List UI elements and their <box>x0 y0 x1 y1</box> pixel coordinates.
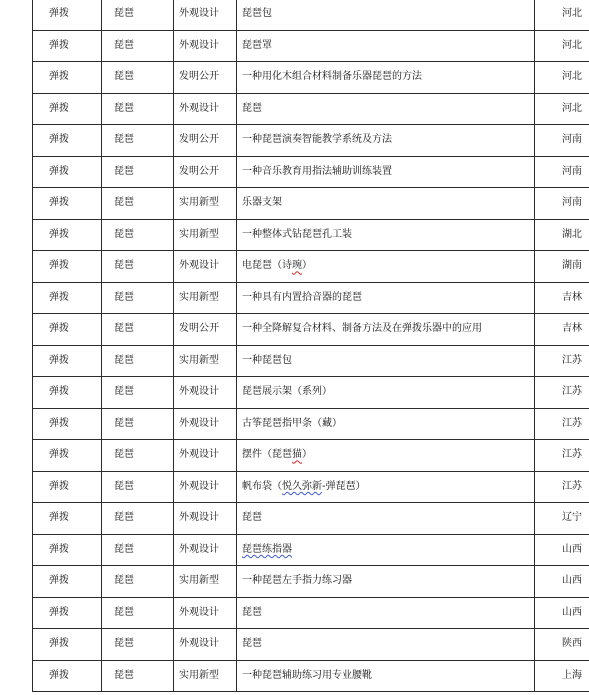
table-row <box>33 534 589 566</box>
patent-name-post: -弹琵琶） <box>322 480 366 492</box>
table-row <box>33 219 589 251</box>
category-cell: 弹拨 <box>33 660 102 692</box>
table-row <box>33 566 589 598</box>
province-cell: 河北 <box>535 93 589 125</box>
patent-table-container <box>32 0 582 692</box>
patent-name-mark: 猫 <box>292 449 302 461</box>
table-row <box>33 125 589 157</box>
instrument-cell: 琵琶 <box>102 408 174 440</box>
category-cell: 弹拨 <box>33 377 102 409</box>
category-cell: 弹拨 <box>33 62 102 94</box>
instrument-cell: 琵琶 <box>102 219 174 251</box>
instrument-cell: 琵琶 <box>102 0 174 30</box>
instrument-cell: 琵琶 <box>102 345 174 377</box>
table-row <box>33 251 589 283</box>
patent-name-cell <box>237 251 535 283</box>
patent-type-cell: 外观设计 <box>174 408 237 440</box>
patent-name-pre: 帆布袋（ <box>242 480 282 492</box>
table-row <box>33 93 589 125</box>
category-cell: 弹拨 <box>33 30 102 62</box>
patent-type-cell: 实用新型 <box>174 219 237 251</box>
instrument-cell: 琵琶 <box>102 156 174 188</box>
province-cell: 辽宁 <box>535 503 589 535</box>
patent-name-cell: 琵琶 <box>237 93 535 125</box>
category-cell: 弹拨 <box>33 503 102 535</box>
patent-name-mark: 悦久弥新 <box>282 480 322 492</box>
patent-name-pre: 电琵琶（诗 <box>242 260 292 272</box>
table-row <box>33 660 589 692</box>
category-cell: 弹拨 <box>33 534 102 566</box>
patent-type-cell: 外观设计 <box>174 377 237 409</box>
table-row <box>33 0 589 30</box>
patent-name-cell: 琵琶 <box>237 597 535 629</box>
province-cell: 吉林 <box>535 282 589 314</box>
patent-name-cell: 琵琶罩 <box>237 30 535 62</box>
table-row <box>33 471 589 503</box>
table-row <box>33 629 589 661</box>
province-cell: 陕西 <box>535 629 589 661</box>
province-cell: 江苏 <box>535 471 589 503</box>
patent-name-cell: 一种整体式钻琵琶孔工装 <box>237 219 535 251</box>
patent-name-post: ） <box>302 260 312 272</box>
instrument-cell: 琵琶 <box>102 629 174 661</box>
patent-type-cell: 外观设计 <box>174 629 237 661</box>
patent-name-cell: 一种全降解复合材料、制备方法及在弹拨乐器中的应用 <box>237 314 535 346</box>
province-cell: 江苏 <box>535 408 589 440</box>
instrument-cell: 琵琶 <box>102 534 174 566</box>
patent-name-cell: 琵琶 <box>237 503 535 535</box>
table-row <box>33 156 589 188</box>
instrument-cell: 琵琶 <box>102 30 174 62</box>
province-cell: 湖北 <box>535 219 589 251</box>
category-cell: 弹拨 <box>33 219 102 251</box>
instrument-cell: 琵琶 <box>102 660 174 692</box>
patent-type-cell: 实用新型 <box>174 282 237 314</box>
province-cell: 江苏 <box>535 440 589 472</box>
patent-name-cell: 琵琶包 <box>237 0 535 30</box>
patent-name-cell: 一种音乐教育用指法辅助训练装置 <box>237 156 535 188</box>
instrument-cell: 琵琶 <box>102 566 174 598</box>
patent-name-cell <box>237 440 535 472</box>
patent-name-cell: 琵琶 <box>237 629 535 661</box>
instrument-cell: 琵琶 <box>102 93 174 125</box>
patent-type-cell: 外观设计 <box>174 534 237 566</box>
category-cell: 弹拨 <box>33 251 102 283</box>
instrument-cell: 琵琶 <box>102 377 174 409</box>
patent-type-cell: 外观设计 <box>174 0 237 30</box>
province-cell: 河北 <box>535 0 589 30</box>
instrument-cell: 琵琶 <box>102 597 174 629</box>
category-cell: 弹拨 <box>33 282 102 314</box>
instrument-cell: 琵琶 <box>102 125 174 157</box>
patent-name-cell: 一种琵琶演奏智能教学系统及方法 <box>237 125 535 157</box>
patent-name-post: ） <box>302 449 312 461</box>
table-row <box>33 30 589 62</box>
category-cell: 弹拨 <box>33 471 102 503</box>
category-cell: 弹拨 <box>33 345 102 377</box>
patent-type-cell: 实用新型 <box>174 566 237 598</box>
patent-name-cell <box>237 471 535 503</box>
instrument-cell: 琵琶 <box>102 282 174 314</box>
table-row <box>33 503 589 535</box>
patent-name-cell: 古筝琵琶指甲条（藏） <box>237 408 535 440</box>
province-cell: 山西 <box>535 597 589 629</box>
table-row <box>33 345 589 377</box>
province-cell: 江苏 <box>535 377 589 409</box>
instrument-cell: 琵琶 <box>102 440 174 472</box>
instrument-cell: 琵琶 <box>102 251 174 283</box>
patent-type-cell: 发明公开 <box>174 62 237 94</box>
table-row <box>33 314 589 346</box>
patent-type-cell: 外观设计 <box>174 251 237 283</box>
province-cell: 湖南 <box>535 251 589 283</box>
patent-type-cell: 实用新型 <box>174 660 237 692</box>
patent-name-cell: 乐器支架 <box>237 188 535 220</box>
category-cell: 弹拨 <box>33 440 102 472</box>
table-row <box>33 408 589 440</box>
patent-name-cell: 一种用化木组合材料制备乐器琵琶的方法 <box>237 62 535 94</box>
patent-name-pre: 摆件（琵琶 <box>242 449 292 461</box>
patent-type-cell: 实用新型 <box>174 188 237 220</box>
patent-type-cell: 外观设计 <box>174 597 237 629</box>
province-cell: 河南 <box>535 188 589 220</box>
instrument-cell: 琵琶 <box>102 471 174 503</box>
patent-type-cell: 发明公开 <box>174 314 237 346</box>
patent-type-cell: 外观设计 <box>174 471 237 503</box>
patent-type-cell: 外观设计 <box>174 440 237 472</box>
patent-type-cell: 外观设计 <box>174 93 237 125</box>
table-row <box>33 597 589 629</box>
patent-name-mark: 琵琶练指器 <box>242 543 292 555</box>
category-cell: 弹拨 <box>33 93 102 125</box>
patent-name-cell: 一种琵琶辅助练习用专业腰靴 <box>237 660 535 692</box>
table-row <box>33 282 589 314</box>
table-row <box>33 62 589 94</box>
category-cell: 弹拨 <box>33 188 102 220</box>
province-cell: 上海 <box>535 660 589 692</box>
patent-name-cell: 一种琵琶左手指力练习器 <box>237 566 535 598</box>
province-cell: 山西 <box>535 534 589 566</box>
patent-type-cell: 外观设计 <box>174 503 237 535</box>
category-cell: 弹拨 <box>33 597 102 629</box>
patent-name-mark: 琬 <box>292 260 302 272</box>
province-cell: 吉林 <box>535 314 589 346</box>
province-cell: 河南 <box>535 156 589 188</box>
instrument-cell: 琵琶 <box>102 314 174 346</box>
table-row <box>33 188 589 220</box>
province-cell: 河北 <box>535 30 589 62</box>
province-cell: 江苏 <box>535 345 589 377</box>
patent-name-cell: 一种具有内置拾音器的琵琶 <box>237 282 535 314</box>
patent-name-cell: 琵琶展示架（系列） <box>237 377 535 409</box>
patent-type-cell: 发明公开 <box>174 156 237 188</box>
category-cell: 弹拨 <box>33 566 102 598</box>
patent-type-cell: 发明公开 <box>174 125 237 157</box>
instrument-cell: 琵琶 <box>102 188 174 220</box>
category-cell: 弹拨 <box>33 314 102 346</box>
table-row <box>33 377 589 409</box>
category-cell: 弹拨 <box>33 629 102 661</box>
province-cell: 河北 <box>535 62 589 94</box>
category-cell: 弹拨 <box>33 125 102 157</box>
province-cell: 山西 <box>535 566 589 598</box>
category-cell: 弹拨 <box>33 408 102 440</box>
patent-table <box>32 0 589 692</box>
category-cell: 弹拨 <box>33 0 102 30</box>
instrument-cell: 琵琶 <box>102 62 174 94</box>
patent-name-cell <box>237 534 535 566</box>
table-row <box>33 440 589 472</box>
province-cell: 河南 <box>535 125 589 157</box>
patent-table-body <box>33 0 589 692</box>
category-cell: 弹拨 <box>33 156 102 188</box>
patent-type-cell: 外观设计 <box>174 30 237 62</box>
patent-name-cell: 一种琵琶包 <box>237 345 535 377</box>
patent-type-cell: 实用新型 <box>174 345 237 377</box>
instrument-cell: 琵琶 <box>102 503 174 535</box>
